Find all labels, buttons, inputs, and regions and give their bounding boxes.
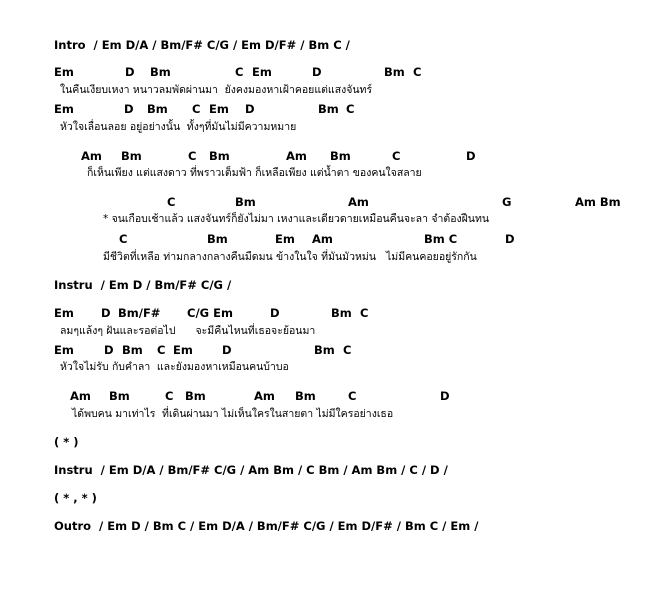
chord: Bm [207,232,228,246]
chord: Em [209,102,229,116]
chord: Bm [150,65,171,79]
chord: D [440,389,450,403]
chord: Em [54,65,74,79]
chord: C [157,343,166,357]
chord: C [192,102,201,116]
chord: C [413,65,422,79]
chord: Em [54,306,74,320]
chord: D [505,232,515,246]
lyric-line: ลมๆแล้งๆ ฝันและรอต่อไป จะมีคืนไหนที่เธอจะย้อนมา [60,325,316,337]
chord: D [222,343,232,357]
lyric-line: มีชีวิตที่เหลือ ท่ามกลางกลางคืนมืดมน ข้างในใจ ที่มันมัวหม่น ไม่มีคนคอยอยู่รักกัน [103,251,477,263]
chord: Bm [318,102,339,116]
chord: C [167,195,176,209]
chord: Bm [331,306,352,320]
lyric-line: ได้พบคน มาเท่าไร ที่เดินผ่านมา ไม่เห็นใครในสายตา ไม่มีใครอย่างเธอ [72,408,394,420]
chord: Bm [122,343,143,357]
chord: D [245,102,255,116]
chord: Am [70,389,91,403]
chord: D [466,149,476,163]
chord: C [348,389,357,403]
chord: C [119,232,128,246]
chord: Em [54,343,74,357]
chorus-repeat-mark: ( * , * ) [54,491,97,505]
chord: D [125,65,135,79]
chord: C [346,102,355,116]
lyric-line: ในคืนเงียบเหงา หนาวลมพัดผ่านมา ยังคงมองหาเฝ้าคอยแต่แสงจันทร์ [60,84,373,96]
chord: Bm [295,389,316,403]
chord: Bm [330,149,351,163]
chord: D [104,343,114,357]
chord: D [124,102,134,116]
chord: D [270,306,280,320]
lyric-line: ก็เห็นเพียง แต่แสงดาว ที่พราวเต็มฟ้า ก็เหลือเพียง แต่น้ำตา ของคนใจสลาย [87,167,422,179]
chord: Bm [121,149,142,163]
chord: Bm [314,343,335,357]
chord: Am [312,232,333,246]
chord: Em [252,65,272,79]
instru-line: Instru / Em D / Bm/F# C/G / [54,278,232,292]
chord: Bm [147,102,168,116]
chord: Em [173,343,193,357]
chord: Am [348,195,369,209]
chord: Bm/F# [118,306,161,320]
intro-line: Intro / Em D/A / Bm/F# C/G / Em D/F# / Bm C / [54,38,350,52]
chord: G [502,195,512,209]
chord: C [360,306,369,320]
chord: C [343,343,352,357]
lyric-line: หัวใจเลื่อนลอย อยู่อย่างนั้น ทั้งๆที่มันไม่มีความหมาย [60,121,297,133]
chord: Am [81,149,102,163]
chord: D [101,306,111,320]
chord: C [235,65,244,79]
chord: Bm [109,389,130,403]
lyric-line: * จนเกือบเช้าแล้ว แสงจันทร์ก็ยังไม่มา เหงาและเดียวดายเหมือนคืนจะลา จำต้องฝืนทน [103,213,490,225]
chord: C/G Em [187,306,233,320]
chord: C [165,389,174,403]
outro-line: Outro / Em D / Bm C / Em D/A / Bm/F# C/G / Em D/F# / Bm C / Em / [54,519,479,533]
chord: Em [54,102,74,116]
chord: C [392,149,401,163]
chord: Bm C [424,232,458,246]
chorus-repeat-mark: ( * ) [54,435,79,449]
lyric-line: หัวใจไม่รับ กับคำลา และยังมองหาเหมือนคนบ้าบอ [60,361,289,373]
chord: Bm [235,195,256,209]
chord: Bm [185,389,206,403]
chord: Bm [384,65,405,79]
chord: Am [254,389,275,403]
chord: Bm [209,149,230,163]
chord: D [312,65,322,79]
chord: Em [275,232,295,246]
instru-line: Instru / Em D/A / Bm/F# C/G / Am Bm / C Bm / Am Bm / C / D / [54,463,448,477]
chord: C [188,149,197,163]
chord: Am Bm [575,195,621,209]
chord: Am [286,149,307,163]
